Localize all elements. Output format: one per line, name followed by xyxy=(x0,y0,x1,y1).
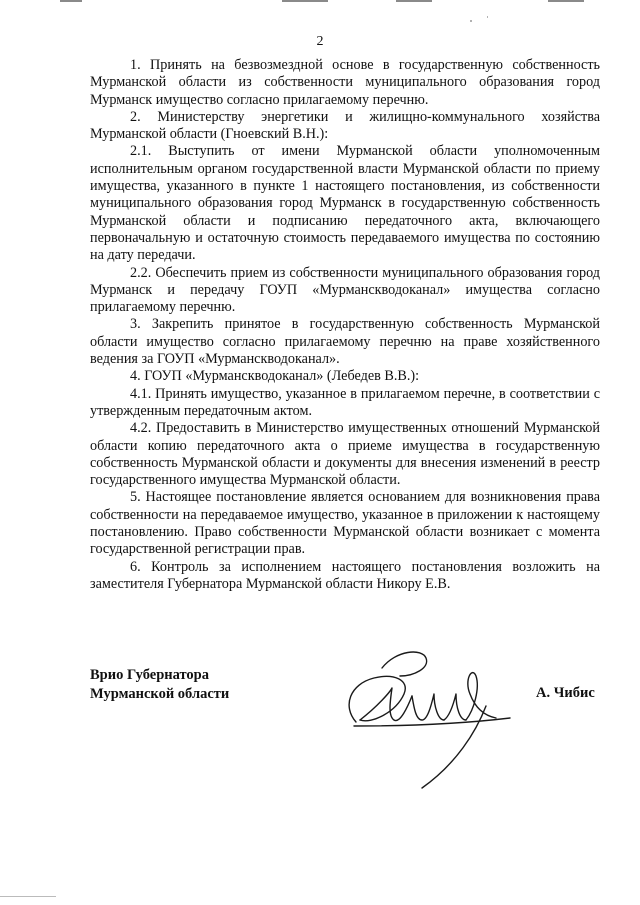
signature-stroke xyxy=(444,694,466,720)
signature-stroke xyxy=(382,652,427,676)
paragraph-2-1: 2.1. Выступить от имени Мурманской области уполномоченным исполнительным органом государственной власти Мурманской области по приему имущества, указанного в пункте 1 настоящего постановления, из собственности муниципального образования город Мурманск в государственную собственность Мурманской области и подписанию передаточного акта, включающего первоначальную и остаточную стоимость передаваемого имущества по состоянию на дату передачи. xyxy=(90,143,600,264)
signer-position-line-2: Мурманской области xyxy=(90,686,230,702)
scan-mark xyxy=(60,0,82,2)
signature-stroke xyxy=(354,718,510,726)
decree-body xyxy=(90,57,600,593)
paragraph-4-1: 4.1. Принять имущество, указанное в прилагаемом перечне, в соответствии с утвержденным передаточным актом. xyxy=(90,385,600,419)
scan-mark xyxy=(396,0,432,2)
paragraph-3: 3. Закрепить принятое в государственную собственность Мурманской области имущество согласно прилагаемому перечню на праве хозяйственного ведения за ГОУП «Мурманскводоканал». xyxy=(90,316,600,368)
paragraph-4-2: 4.2. Предоставить в Министерство имущественных отношений Мурманской области копию передаточного акта о приеме имущества в государственную собственность Мурманской области и документы для внесения изменений в реестр государственного имущества Мурманской области. xyxy=(90,420,600,489)
signer-name: А. Чибис xyxy=(536,685,595,701)
signature-stroke xyxy=(412,694,444,720)
paragraph-2: 2. Министерству энергетики и жилищно-коммунального хозяйства Мурманской области (Гноевский В.Н.): xyxy=(90,108,600,143)
scan-top-edge xyxy=(0,0,640,4)
signature-stroke xyxy=(466,673,496,720)
signature-stroke xyxy=(422,706,486,788)
page-number: 2 xyxy=(316,34,324,49)
handwritten-signature-icon xyxy=(330,636,530,796)
paragraph-1: 1. Принять на безвозмездной основе в государственную собственность Мурманской области из собственности муниципального образования город Мурманск имущество согласно прилагаемому перечню. xyxy=(90,57,600,108)
paragraph-4: 4. ГОУП «Мурманскводоканал» (Лебедев В.В.): xyxy=(130,368,420,385)
scan-speck xyxy=(487,16,488,18)
scan-mark xyxy=(548,0,584,2)
paragraph-6: 6. Контроль за исполнением настоящего постановления возложить на заместителя Губернатора Мурманской области Никору Е.В. xyxy=(90,558,600,592)
signer-position-line-1: Врио Губернатора xyxy=(90,667,209,683)
paragraph-5: 5. Настоящее постановление является основанием для возникновения права собственности на передаваемое имущество, указанное в приложении к настоящему постановлению. Право собственности Мурманской области возникает с момента государственной регистрации прав. xyxy=(90,489,600,558)
scan-speck xyxy=(470,20,472,22)
scan-bottom-edge xyxy=(0,896,56,897)
paragraph-2-2: 2.2. Обеспечить прием из собственности муниципального образования город Мурманск и передачу ГОУП «Мурманскводоканал» имущества согласно прилагаемому перечню. xyxy=(90,264,600,316)
scan-mark xyxy=(282,0,328,2)
signature-stroke xyxy=(349,676,405,722)
signer-position xyxy=(90,666,229,704)
